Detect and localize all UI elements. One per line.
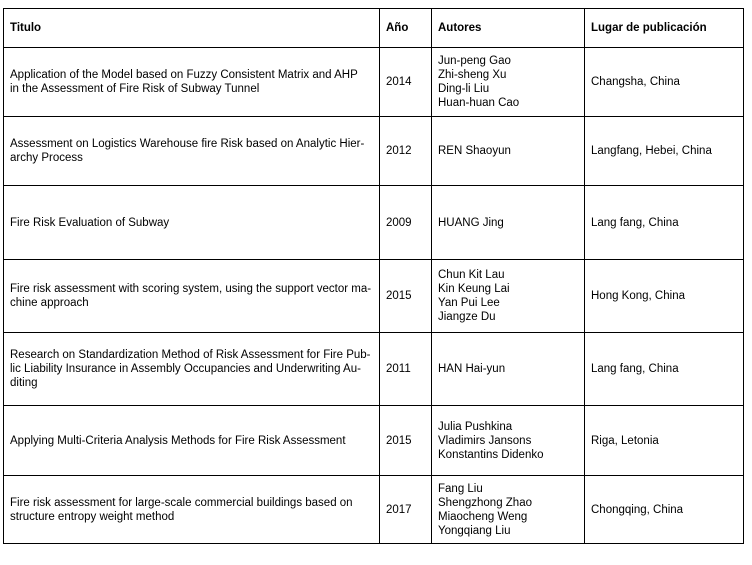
table-row — [4, 333, 744, 406]
cell-title — [4, 406, 380, 476]
title-line: Applying Multi-Criteria Analysis Methods for Fire Risk Assessment — [10, 434, 346, 447]
title-line: archy Process — [10, 152, 83, 164]
cell-authors — [432, 186, 585, 260]
publications-table — [3, 8, 744, 544]
cell-place: Changsha, China — [585, 48, 744, 117]
cell-title — [4, 117, 380, 186]
author: Chun Kit Lau — [438, 269, 505, 281]
cell-year: 2014 — [380, 48, 432, 117]
author: Zhi-sheng Xu — [438, 69, 507, 81]
cell-title — [4, 260, 380, 333]
cell-authors — [432, 117, 585, 186]
cell-year: 2017 — [380, 476, 432, 544]
cell-year: 2011 — [380, 333, 432, 406]
cell-title — [4, 48, 380, 117]
cell-authors — [432, 48, 585, 117]
cell-authors — [432, 406, 585, 476]
table-row — [4, 117, 744, 186]
table-row — [4, 476, 744, 544]
title-line: diting — [10, 377, 38, 389]
author: Shengzhong Zhao — [438, 496, 532, 509]
author: Julia Pushkina — [438, 420, 513, 433]
cell-authors — [432, 333, 585, 406]
author: HAN Hai-yun — [438, 363, 506, 375]
cell-title — [4, 476, 380, 544]
author: Konstantins Didenko — [438, 448, 544, 461]
table-row — [4, 48, 744, 117]
cell-title — [4, 186, 380, 260]
cell-place: Langfang, Hebei, China — [585, 117, 744, 186]
title-line: Fire risk assessment with scoring system, using the support vector ma- — [10, 283, 372, 295]
title-line: Assessment on Logistics Warehouse fire Risk based on Analytic Hier- — [10, 138, 365, 150]
cell-year: 2009 — [380, 186, 432, 260]
cell-place: Chongqing, China — [585, 476, 744, 544]
header-authors: Autores — [432, 9, 585, 48]
author: Huan-huan Cao — [438, 97, 520, 109]
cell-year: 2012 — [380, 117, 432, 186]
cell-authors — [432, 476, 585, 544]
author: Yongqiang Liu — [438, 524, 511, 537]
author: Jun-peng Gao — [438, 55, 511, 67]
author: Miaocheng Weng — [438, 510, 528, 523]
title-line: chine approach — [10, 297, 89, 309]
author: Fang Liu — [438, 482, 483, 495]
title-line: structure entropy weight method — [10, 510, 175, 523]
header-year: Año — [380, 9, 432, 48]
title-line: lic Liability Insurance in Assembly Occupancies and Underwriting Au- — [10, 363, 361, 375]
author: HUANG Jing — [438, 216, 504, 229]
title-line: in the Assessment of Fire Risk of Subway Tunnel — [10, 83, 260, 95]
cell-year: 2015 — [380, 260, 432, 333]
cell-title — [4, 333, 380, 406]
title-line: Fire Risk Evaluation of Subway — [10, 216, 170, 229]
title-line: Fire risk assessment for large-scale commercial buildings based on — [10, 496, 353, 509]
table-row — [4, 406, 744, 476]
author: Yan Pui Lee — [438, 297, 500, 309]
cell-place: Hong Kong, China — [585, 260, 744, 333]
header-title: Titulo — [4, 9, 380, 48]
table-row — [4, 260, 744, 333]
author: Ding-li Liu — [438, 83, 490, 95]
title-line: Application of the Model based on Fuzzy Consistent Matrix and AHP — [10, 69, 358, 81]
author: REN Shaoyun — [438, 145, 511, 157]
title-line: Research on Standardization Method of Risk Assessment for Fire Pub- — [10, 349, 371, 361]
header-place: Lugar de publicación — [585, 9, 744, 48]
author: Jiangze Du — [438, 311, 496, 323]
cell-place: Lang fang, China — [585, 186, 744, 260]
table-row — [4, 186, 744, 260]
cell-authors — [432, 260, 585, 333]
header-row — [4, 9, 744, 48]
cell-place: Lang fang, China — [585, 333, 744, 406]
cell-place: Riga, Letonia — [585, 406, 744, 476]
author: Kin Keung Lai — [438, 283, 510, 295]
cell-year: 2015 — [380, 406, 432, 476]
author: Vladimirs Jansons — [438, 434, 532, 447]
